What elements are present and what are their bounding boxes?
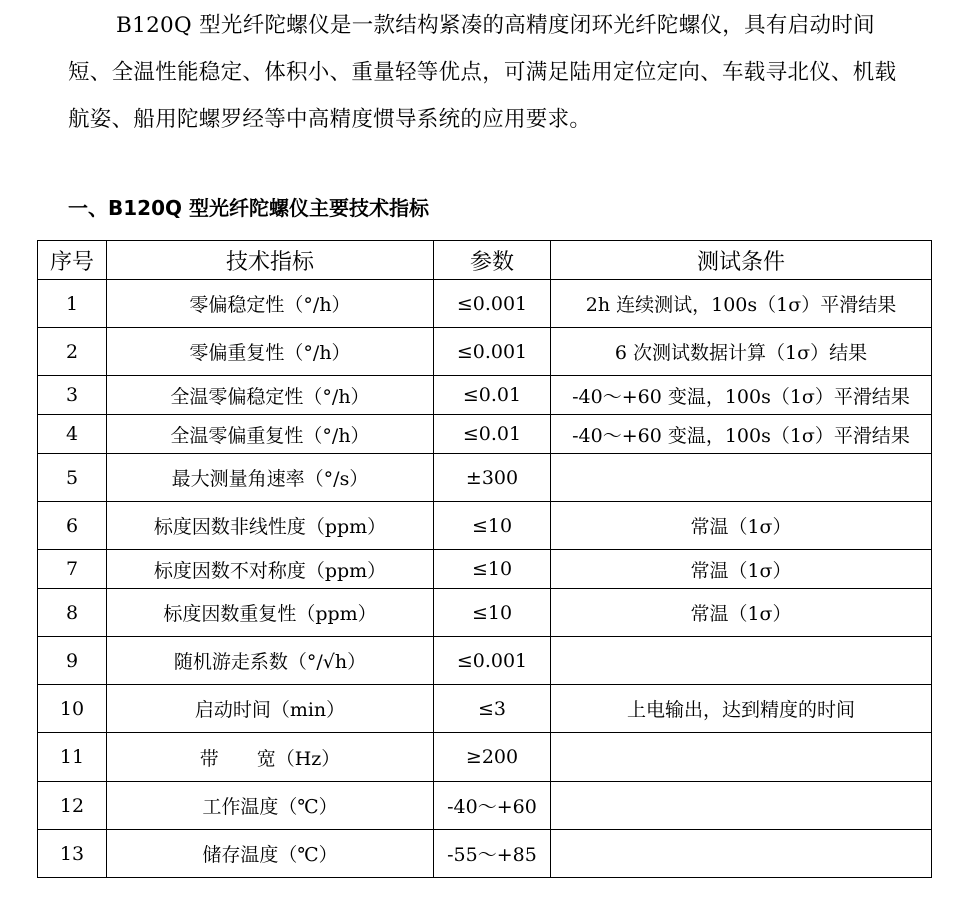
cell-value: ≤3 <box>434 685 551 733</box>
table-row <box>38 280 932 328</box>
cell-condition <box>551 733 932 782</box>
cell-item: 零偏稳定性（°/h） <box>107 280 434 328</box>
table-row <box>38 454 932 502</box>
cell-no: 13 <box>38 830 107 878</box>
cell-no: 7 <box>38 550 107 589</box>
cell-value: ≤0.01 <box>434 376 551 415</box>
table-row <box>38 415 932 454</box>
cell-no: 2 <box>38 328 107 376</box>
cell-value: -40～+60 <box>434 782 551 830</box>
cell-no: 6 <box>38 502 107 550</box>
cell-no: 11 <box>38 733 107 782</box>
header-value: 参数 <box>434 241 551 280</box>
cell-no: 5 <box>38 454 107 502</box>
table-header-row <box>38 241 932 280</box>
cell-no: 3 <box>38 376 107 415</box>
cell-item: 储存温度（℃） <box>107 830 434 878</box>
cell-item: 标度因数重复性（ppm） <box>107 589 434 637</box>
cell-condition <box>551 637 932 685</box>
cell-item: 标度因数非线性度（ppm） <box>107 502 434 550</box>
cell-condition <box>551 782 932 830</box>
cell-item: 工作温度（℃） <box>107 782 434 830</box>
cell-item: 全温零偏重复性（°/h） <box>107 415 434 454</box>
table-row <box>38 328 932 376</box>
cell-no: 4 <box>38 415 107 454</box>
cell-condition: -40～+60 变温，100s（1σ）平滑结果 <box>551 376 932 415</box>
table-row <box>38 550 932 589</box>
table-row <box>38 637 932 685</box>
cell-value: ≤0.001 <box>434 280 551 328</box>
header-condition: 测试条件 <box>551 241 932 280</box>
cell-condition <box>551 454 932 502</box>
cell-value: ≤0.001 <box>434 637 551 685</box>
table-row <box>38 589 932 637</box>
cell-value: ≤0.01 <box>434 415 551 454</box>
table-row <box>38 502 932 550</box>
cell-condition: 6 次测试数据计算（1σ）结果 <box>551 328 932 376</box>
cell-value: ≤10 <box>434 589 551 637</box>
cell-value: ≤10 <box>434 550 551 589</box>
cell-no: 10 <box>38 685 107 733</box>
header-no: 序号 <box>38 241 107 280</box>
cell-item: 全温零偏稳定性（°/h） <box>107 376 434 415</box>
table-row <box>38 782 932 830</box>
cell-condition <box>551 830 932 878</box>
table-row <box>38 685 932 733</box>
cell-value: -55～+85 <box>434 830 551 878</box>
section-title: 一、B120Q 型光纤陀螺仪主要技术指标 <box>68 196 429 220</box>
cell-condition: 常温（1σ） <box>551 502 932 550</box>
spec-table <box>37 240 932 878</box>
cell-value: ≤0.001 <box>434 328 551 376</box>
cell-item: 零偏重复性（°/h） <box>107 328 434 376</box>
cell-item: 随机游走系数（°/√h） <box>107 637 434 685</box>
cell-item: 带 宽（Hz） <box>107 733 434 782</box>
cell-condition: 常温（1σ） <box>551 550 932 589</box>
table-row <box>38 376 932 415</box>
table-row <box>38 830 932 878</box>
table-row <box>38 733 932 782</box>
cell-item: 启动时间（min） <box>107 685 434 733</box>
cell-value: ≤10 <box>434 502 551 550</box>
intro-paragraph: B120Q 型光纤陀螺仪是一款结构紧凑的高精度闭环光纤陀螺仪，具有启动时间短、全温性能稳定、体积小、重量轻等优点，可满足陆用定位定向、车载寻北仪、机载航姿、船用陀螺罗经等中高精度惯导系统的应用要求。 <box>68 13 897 132</box>
header-item: 技术指标 <box>107 241 434 280</box>
cell-value: ±300 <box>434 454 551 502</box>
cell-condition: 2h 连续测试，100s（1σ）平滑结果 <box>551 280 932 328</box>
cell-condition: 常温（1σ） <box>551 589 932 637</box>
cell-no: 1 <box>38 280 107 328</box>
cell-condition: -40～+60 变温，100s（1σ）平滑结果 <box>551 415 932 454</box>
cell-item: 标度因数不对称度（ppm） <box>107 550 434 589</box>
cell-condition: 上电输出，达到精度的时间 <box>551 685 932 733</box>
cell-value: ≥200 <box>434 733 551 782</box>
cell-item: 最大测量角速率（°/s） <box>107 454 434 502</box>
cell-no: 9 <box>38 637 107 685</box>
cell-no: 12 <box>38 782 107 830</box>
cell-no: 8 <box>38 589 107 637</box>
